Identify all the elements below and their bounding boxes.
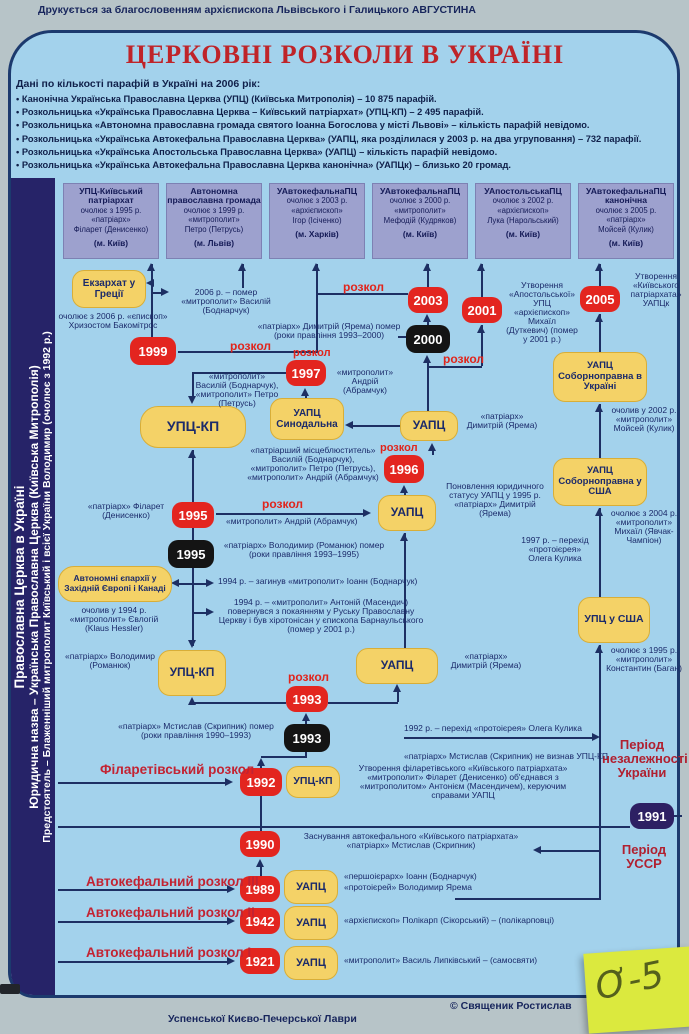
connector	[261, 756, 307, 758]
sidebar-line-3: Предстоятель – Блаженніший митрополит Київський і всієї України Володимир (очолює з 1992 р.)	[41, 330, 53, 843]
year-node-1991: 1991	[630, 803, 674, 829]
box-upc-kp-main: УПЦ-КП	[140, 406, 246, 448]
arrow-left-icon	[345, 421, 353, 429]
section-label-avto2: Автокефальний розкол II	[86, 905, 255, 920]
left-sidebar	[11, 178, 55, 995]
arrow-up-icon	[595, 645, 603, 653]
sticky-handwriting: Ơ-5	[591, 953, 668, 1009]
arrow-right-icon	[592, 733, 600, 741]
stat-item: • Розкольницька «Українська Апостольська Православна Церква» (УАПЦ) – кількість парафій невідомо.	[16, 146, 676, 159]
arrow-up-icon	[477, 263, 485, 271]
column-header-uapc-kyiv: УАвтокефальнаПЦ очолює з 2000 р. «митрополит» Мефодій (Кудряков) (м. Київ)	[372, 183, 468, 259]
box-uapc-sinodalna: УАПЦ Синодальна	[270, 398, 344, 440]
note-zaginuv-1994: 1994 р. – загинув «митрополит» Іоанн (Боднарчук)	[218, 576, 418, 586]
box-upc-kp-1993: УПЦ-КП	[158, 650, 226, 696]
arrow-up-icon	[423, 314, 431, 322]
note-1997-right: «митрополит» Андрій (Абрамчук)	[336, 367, 394, 395]
note-ne-vyznav: «патріарх» Мстислав (Скрипник) не визнав УПЦ-КП	[404, 751, 609, 761]
note-utv-apostolska: Утворення «Апостольської» УПЦ «архієпископ» Михаїл (Дуткевич) (помер у 2001 р.)	[506, 280, 578, 344]
rozkol-label-2001: розкол	[443, 352, 484, 366]
connector	[192, 568, 194, 646]
arrow-right-icon	[225, 778, 233, 786]
arrow-left-icon	[171, 579, 179, 587]
note-polikarp: «архієпископ» Полікарп (Сікорський) – (полікарповці)	[344, 915, 555, 925]
arrow-up-icon	[595, 263, 603, 271]
sidebar-rotated-text	[12, 184, 54, 990]
arrow-up-icon	[256, 859, 264, 867]
stat-item: • Розкольницька «Українська Автокефальна Православна Церква канонічна» (УАПЦк) – близько 20 громад.	[16, 159, 676, 172]
box-uapc-1989: УАПЦ	[284, 870, 338, 904]
column-header-avtonomna: Автономна православна громада очолює з 1999 р. «митрополит» Петро (Петрусь) (м. Львів)	[166, 183, 262, 259]
arrow-up-icon	[400, 485, 408, 493]
note-1997-left: «митрополит» Василій (Боднарчук), «митрополит» Петро (Петрусь)	[195, 371, 279, 408]
note-ekzarhat-head: очолює з 2006 р. «єпископ» Хризостом Бакомітрос	[58, 311, 168, 330]
rozkol-label-1997: розкол	[293, 347, 331, 359]
connector	[260, 796, 262, 826]
year-node-1997: 1997	[286, 360, 326, 386]
arrow-right-icon	[363, 509, 371, 517]
footer-fragment: Успенської Києво-Печерської Лаври	[168, 1013, 357, 1025]
connector	[260, 867, 262, 876]
year-node-1993-red: 1993	[286, 686, 328, 712]
rozkol-label-2003: розкол	[343, 280, 384, 294]
connector	[599, 645, 601, 900]
stats-heading: Дані по кількості парафій в Україні на 2006 рік:	[16, 78, 261, 90]
stat-item: • Розкольницька «Українська Православна Церква – Київський патріархат» (УПЦ-КП) – 2 495 парафій.	[16, 106, 676, 119]
year-node-1993-black: 1993	[284, 724, 330, 752]
arrow-up-icon	[595, 314, 603, 322]
note-sobor-ukr-head: очолив у 2002 р. «митрополит» Мойсей (Кулик)	[611, 405, 677, 433]
note-konstantin: очолює з 1995 р. «митрополит» Константин (Баган)	[606, 645, 682, 673]
connector	[192, 528, 194, 540]
arrow-up-icon	[423, 355, 431, 363]
section-label-filaret: Філаретівський розкол	[100, 762, 255, 777]
year-node-1995-black: 1995	[168, 540, 214, 568]
connector	[353, 425, 400, 427]
stat-item: • Розкольницька «Автономна православна громада святого Іоанна Богослова у місті Львові» – кількість парафій невідомо.	[16, 119, 676, 132]
arrow-up-icon	[188, 697, 196, 705]
connector	[599, 508, 601, 597]
arrow-up-icon	[393, 684, 401, 692]
year-node-2005: 2005	[580, 286, 620, 312]
year-node-1995-red: 1995	[172, 502, 214, 528]
note-romaniuk-died: «патріарх» Володимир (Романюк) помер (роки правління 1993–1995)	[223, 540, 385, 559]
column-header-upc-kp: УПЦ-Київський патріархат очолює з 1995 р. «патріарх» Філарет (Денисенко) (м. Київ)	[63, 183, 159, 259]
arrow-down-icon	[188, 640, 196, 648]
connector	[193, 702, 286, 704]
box-avtonomni-eparkhii: Автономні єпархії у Західній Європі і Канаді	[58, 566, 172, 602]
note-masendych-1994: 1994 р. – «митрополит» Антоній (Масендич) повернувся з покаянням у Руську Православну Церкву і був хіротонісан у єпископа Барнаульського (помер у 2001 р.)	[218, 597, 424, 634]
period-ussr: Період УССР	[621, 842, 667, 871]
note-sobor-usa-head: очолює з 2004 р. «митрополит» Михаїл (Явчак-Чампіон)	[610, 508, 678, 545]
connector	[429, 366, 482, 368]
connector	[216, 513, 363, 515]
note-utv-kyiv-patriarchate: Утворення «Київського патріархата» УАПЦк	[630, 271, 682, 308]
note-sinodalna-heads: «патріарший місцеблюститель» Василій (Боднарчук), «митрополит» Петро (Петрусь), «митрополит» Андрій (Абрамчук)	[247, 445, 379, 482]
connector	[58, 782, 225, 784]
arrow-up-icon	[238, 263, 246, 271]
connector	[58, 889, 227, 891]
arrow-up-icon	[302, 713, 310, 721]
connector	[397, 691, 399, 702]
box-uapc-soborna-usa: УАПЦ Соборноправна у США	[553, 458, 647, 506]
box-uapc-1942: УАПЦ	[284, 906, 338, 940]
box-upc-kp-1992: УПЦ-КП	[286, 766, 340, 798]
rozkol-label-1993: розкол	[288, 670, 329, 684]
arrow-up-icon	[312, 263, 320, 271]
year-node-1921: 1921	[240, 948, 280, 974]
connector	[404, 737, 592, 739]
note-lypkivsky: «митрополит» Василь Липківський – (самосвяти)	[344, 955, 538, 965]
note-utv-filaret: Утворення філаретівського «Київського патріархата» «митрополит» Філарет (Денисенко) об'єднався з «митрополитом» Антонієм (Масендичем), керуючим справами УАПЦ	[358, 763, 568, 800]
connector	[427, 363, 429, 411]
note-yarema-died: «патріарх» Димитрій (Ярема) помер (роки правління 1993–2000)	[257, 321, 401, 340]
note-filaret-1995: «патріарх» Філарет (Денисенко)	[87, 501, 165, 520]
rozkol-label-1996: розкол	[380, 442, 418, 454]
period-independence: Період незалежності України	[602, 737, 688, 780]
stats-list	[16, 93, 676, 172]
arrow-up-icon	[257, 758, 265, 766]
note-yarema-uapc: «патріарх» Димитрій (Ярема)	[466, 411, 538, 430]
sidebar-line-2: Юридична назва – Українська Православна Церква (Київська Митрополія)	[27, 364, 41, 809]
box-uapc-1993: УАПЦ	[356, 648, 438, 684]
year-node-1999: 1999	[130, 337, 176, 365]
note-mstyslav-died: «патріарх» Мстислав (Скрипник) помер (роки правління 1990–1993)	[118, 721, 274, 740]
arrow-up-icon	[147, 263, 155, 271]
copyright: © Священик Ростислав	[450, 1000, 572, 1012]
note-died-2006: 2006 р. – помер «митрополит» Василій (Боднарчук)	[181, 287, 271, 315]
connector	[179, 583, 206, 585]
note-pershoierarh: «першоієрарх» Іоанн (Боднарчук)	[344, 871, 477, 881]
arrow-up-icon	[428, 443, 436, 451]
note-perehid-1997: 1997 р. – перехід «протоієрея» Олега Кулика	[521, 535, 589, 563]
box-uapc-soborna-ukraine: УАПЦ Соборноправна в Україні	[553, 352, 647, 402]
sticky-note	[583, 946, 689, 1033]
note-ponovlennya: Поновлення юридичного статусу УАПЦ у 1995 р. «патріарх» Димитрій (Ярема)	[446, 481, 544, 518]
column-header-uapc-kharkiv: УАвтокефальнаПЦ очолює з 2003 р. «архієпископ» Ігор (Ісіченко) (м. Харків)	[269, 183, 365, 259]
rozkol-label-1999: розкол	[230, 339, 271, 353]
arrow-up-icon	[400, 533, 408, 541]
arrow-up-icon	[477, 325, 485, 333]
box-uapc-upper: УАПЦ	[400, 411, 458, 441]
year-node-1996: 1996	[384, 455, 424, 483]
rozkol-label-1995: розкол	[262, 497, 303, 511]
connector	[455, 898, 600, 900]
note-1989-heads	[344, 871, 544, 893]
connector	[328, 702, 398, 704]
arrow-up-icon	[188, 450, 196, 458]
year-node-1942: 1942	[240, 908, 280, 934]
section-label-avto3: Автокефальний розкол III	[86, 874, 259, 889]
column-header-uapc-kanonichna: УАвтокефальнаПЦ канонічна очолює з 2005 р. «патріарх» Мойсей (Кулик) (м. Київ)	[578, 183, 674, 259]
arrow-left-icon	[146, 279, 154, 287]
connector	[674, 815, 682, 817]
arrow-up-icon	[301, 388, 309, 396]
section-label-avto1: Автокефальний розкол I	[86, 945, 252, 960]
connector	[58, 921, 227, 923]
box-uapc-1921: УАПЦ	[284, 946, 338, 980]
arrow-right-icon	[206, 579, 214, 587]
year-node-2003: 2003	[408, 287, 448, 313]
connector	[540, 850, 599, 852]
masthead: Друкується за благословенням архієпископа Львівського і Галицького АВГУСТИНА	[38, 4, 476, 16]
connector	[153, 292, 161, 294]
year-node-1990: 1990	[240, 831, 280, 857]
year-node-1992: 1992	[240, 768, 282, 796]
box-uapc-lower: УАПЦ	[378, 495, 436, 531]
box-ekzarhat-greece: Екзархат у Греції	[72, 270, 146, 308]
page-title: ЦЕРКОВНІ РОЗКОЛИ В УКРАЇНІ	[125, 40, 565, 69]
stat-item: • Розкольницька «Українська Автокефальна Православна Церква» (УАПЦ, яка розділилася у 2003 р. на два угруповання) – 732 парафії.	[16, 133, 676, 146]
arrow-up-icon	[423, 263, 431, 271]
connector	[599, 404, 601, 458]
year-node-1989: 1989	[240, 876, 280, 902]
photo-smudge	[0, 984, 20, 994]
note-protoierey: «протоієрей» Володимир Ярема	[344, 882, 472, 892]
stat-item: • Канонічна Українська Православна Церква (УПЦ) (Київська Митрополія) – 10 875 парафій.	[16, 93, 676, 106]
box-upc-usa: УПЦ у США	[578, 597, 650, 643]
note-yarema-1993: «патріарх» Димитрій (Ярема)	[450, 651, 522, 670]
arrow-right-icon	[206, 608, 214, 616]
note-avtonomni-head: очолив у 1994 р. «митрополит» Євлогій (Klaus Hessler)	[69, 605, 159, 633]
connector	[432, 451, 434, 455]
note-perehid-1992: 1992 р. – перехід «протоієрея» Олега Кулика	[404, 723, 582, 733]
note-romaniuk-kp: «патріарх» Володимир (Романюк)	[65, 651, 155, 670]
connector	[58, 961, 227, 963]
timeline	[58, 826, 630, 828]
year-node-2000: 2000	[406, 325, 450, 353]
sidebar-line-1: Православна Церква в Україні	[12, 485, 27, 689]
note-zasnuvannya: Заснування автокефального «Київського патріархата» «патріарх» Мстислав (Скрипник)	[303, 831, 519, 850]
year-node-2001: 2001	[462, 297, 502, 323]
note-abramchuk-1995: «митрополит» Андрій (Абрамчук)	[226, 516, 358, 526]
connector	[194, 612, 206, 614]
column-header-uapostolska: УАпостольськаПЦ очолює з 2002 р. «архієпископ» Лука (Нарольський) (м. Київ)	[475, 183, 571, 259]
